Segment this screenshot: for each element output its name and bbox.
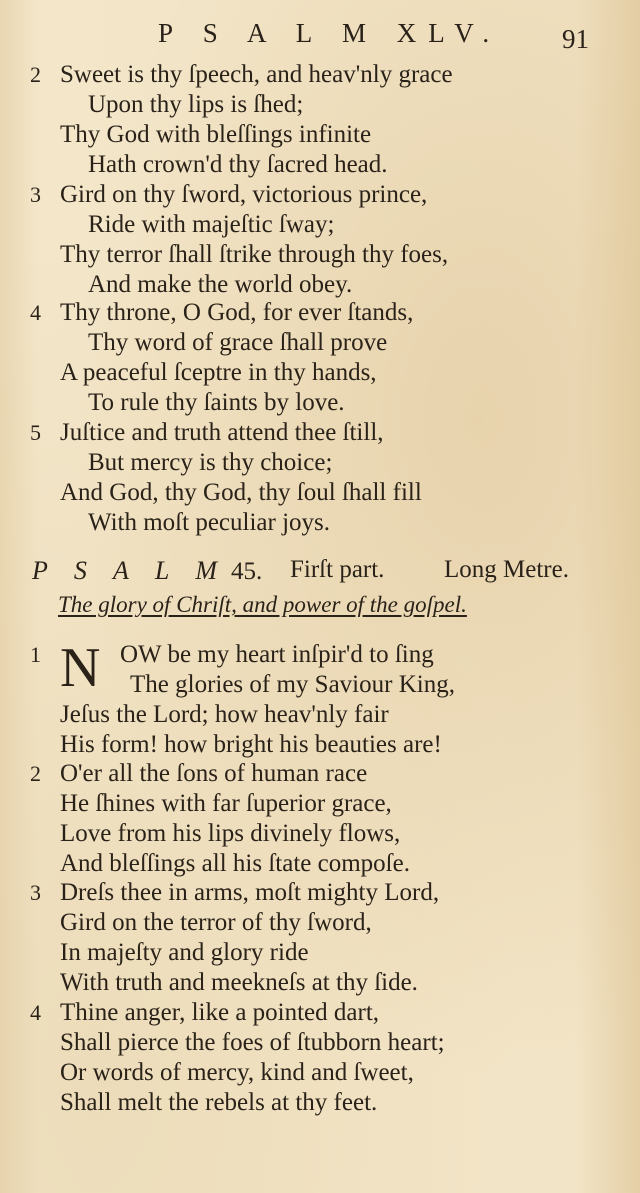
verse-text: He ſhines with far ſuperior grace, xyxy=(60,790,392,817)
psalm-number: 45. xyxy=(231,558,263,585)
verse-line xyxy=(0,789,640,819)
verse-text: O'er all the ſons of human race xyxy=(60,760,368,787)
stanza-5-top xyxy=(0,418,640,538)
stanza-1-bottom xyxy=(0,637,640,760)
verse-text: Sweet is thy ſpeech, and heav'nly grace xyxy=(60,61,453,88)
stanza-number: 4 xyxy=(30,300,41,325)
verse-text: Thy God with bleſſings infinite xyxy=(60,121,372,148)
verse-line xyxy=(0,210,640,240)
verse-text: Ride with majeſtic ſway; xyxy=(88,211,335,238)
verse-line xyxy=(0,298,640,328)
verse-text: But mercy is thy choice; xyxy=(88,449,333,476)
verse-line xyxy=(0,908,640,938)
verse-text: In majeſty and glory ride xyxy=(60,939,309,966)
psalm-heading xyxy=(32,556,612,590)
stanza-4-bottom xyxy=(0,998,640,1118)
verse-line xyxy=(0,968,640,998)
verse-line xyxy=(0,730,640,760)
verse-text: The glories of my Saviour King, xyxy=(130,671,455,698)
verse-line xyxy=(0,1088,640,1118)
running-head-title: P S A L M XLV. xyxy=(158,18,502,48)
verse-line xyxy=(0,478,640,508)
verse-text: Or words of mercy, kind and ſweet, xyxy=(60,1059,414,1086)
verse-text: Thine anger, like a pointed dart, xyxy=(60,999,380,1026)
verse-line xyxy=(0,819,640,849)
verse-line xyxy=(0,270,640,300)
verse-line xyxy=(0,180,640,210)
verse-text: To rule thy ſaints by love. xyxy=(88,389,345,416)
verse-text: Dreſs thee in arms, moſt mighty Lord, xyxy=(60,879,440,906)
verse-line xyxy=(0,90,640,120)
verse-line xyxy=(0,849,640,879)
verse-text: His form! how bright his beauties are! xyxy=(60,731,442,758)
verse-line xyxy=(0,448,640,478)
verse-text: Jeſus the Lord; how heav'nly fair xyxy=(60,701,389,728)
psalm-subtitle: The glory of Chriſt, and power of the goſpel. xyxy=(58,592,467,617)
verse-line xyxy=(0,358,640,388)
verse-line xyxy=(0,328,640,358)
verse-text: Shall melt the rebels at thy feet. xyxy=(60,1089,378,1116)
verse-text: Thy throne, O God, for ever ſtands, xyxy=(60,299,414,326)
stanza-number: 4 xyxy=(30,1000,41,1025)
verse-line xyxy=(0,418,640,448)
verse-line xyxy=(0,998,640,1028)
drop-cap: N xyxy=(60,637,101,699)
psalm-part: Firſt part. xyxy=(290,556,385,583)
page-number: 91 xyxy=(562,24,589,54)
stanza-2-top xyxy=(0,60,640,180)
verse-text: Gird on thy ſword, victorious prince, xyxy=(60,181,428,208)
verse-text: Thy terror ſhall ſtrike through thy foes, xyxy=(60,241,449,268)
stanza-4-top xyxy=(0,298,640,418)
stanza-2-bottom xyxy=(0,759,640,879)
verse-text: With moſt peculiar joys. xyxy=(88,509,331,536)
verse-text: And make the world obey. xyxy=(88,271,353,298)
running-head xyxy=(0,14,640,54)
verse-text: With truth and meekneſs at thy ſide. xyxy=(60,969,418,996)
verse-line xyxy=(0,1058,640,1088)
stanza-number: 2 xyxy=(30,761,41,786)
verse-text: Shall pierce the foes of ſtubborn heart; xyxy=(60,1029,445,1056)
stanza-3-top xyxy=(0,180,640,300)
verse-line xyxy=(0,120,640,150)
verse-line xyxy=(0,759,640,789)
verse-line xyxy=(0,60,640,90)
psalm-metre: Long Metre. xyxy=(444,556,569,583)
verse-line xyxy=(0,388,640,418)
stanza-number: 3 xyxy=(30,182,41,207)
verse-line xyxy=(0,1028,640,1058)
verse-line xyxy=(0,700,640,730)
verse-line xyxy=(0,240,640,270)
verse-text: Upon thy lips is ſhed; xyxy=(88,91,304,118)
stanza-number: 2 xyxy=(30,62,41,87)
stanza-number: 5 xyxy=(30,420,41,445)
verse-line xyxy=(0,670,640,700)
verse-text: And God, thy God, thy ſoul ſhall fill xyxy=(60,479,422,506)
psalm-label: P S A L M xyxy=(32,556,228,585)
verse-text: A peaceful ſceptre in thy hands, xyxy=(60,359,377,386)
verse-line xyxy=(0,150,640,180)
verse-text: Thy word of grace ſhall prove xyxy=(88,329,388,356)
verse-text: OW be my heart inſpir'd to ſing xyxy=(120,641,434,668)
verse-text: Love from his lips divinely flows, xyxy=(60,820,401,847)
verse-text: Gird on the terror of thy ſword, xyxy=(60,909,372,936)
verse-text: And bleſſings all his ſtate compoſe. xyxy=(60,850,410,877)
verse-line xyxy=(0,878,640,908)
stanza-number: 1 xyxy=(30,642,41,667)
verse-line xyxy=(0,508,640,538)
stanza-3-bottom xyxy=(0,878,640,998)
verse-text: Hath crown'd thy ſacred head. xyxy=(88,151,388,178)
verse-line xyxy=(0,938,640,968)
stanza-number: 3 xyxy=(30,880,41,905)
verse-text: Juſtice and truth attend thee ſtill, xyxy=(60,419,384,446)
